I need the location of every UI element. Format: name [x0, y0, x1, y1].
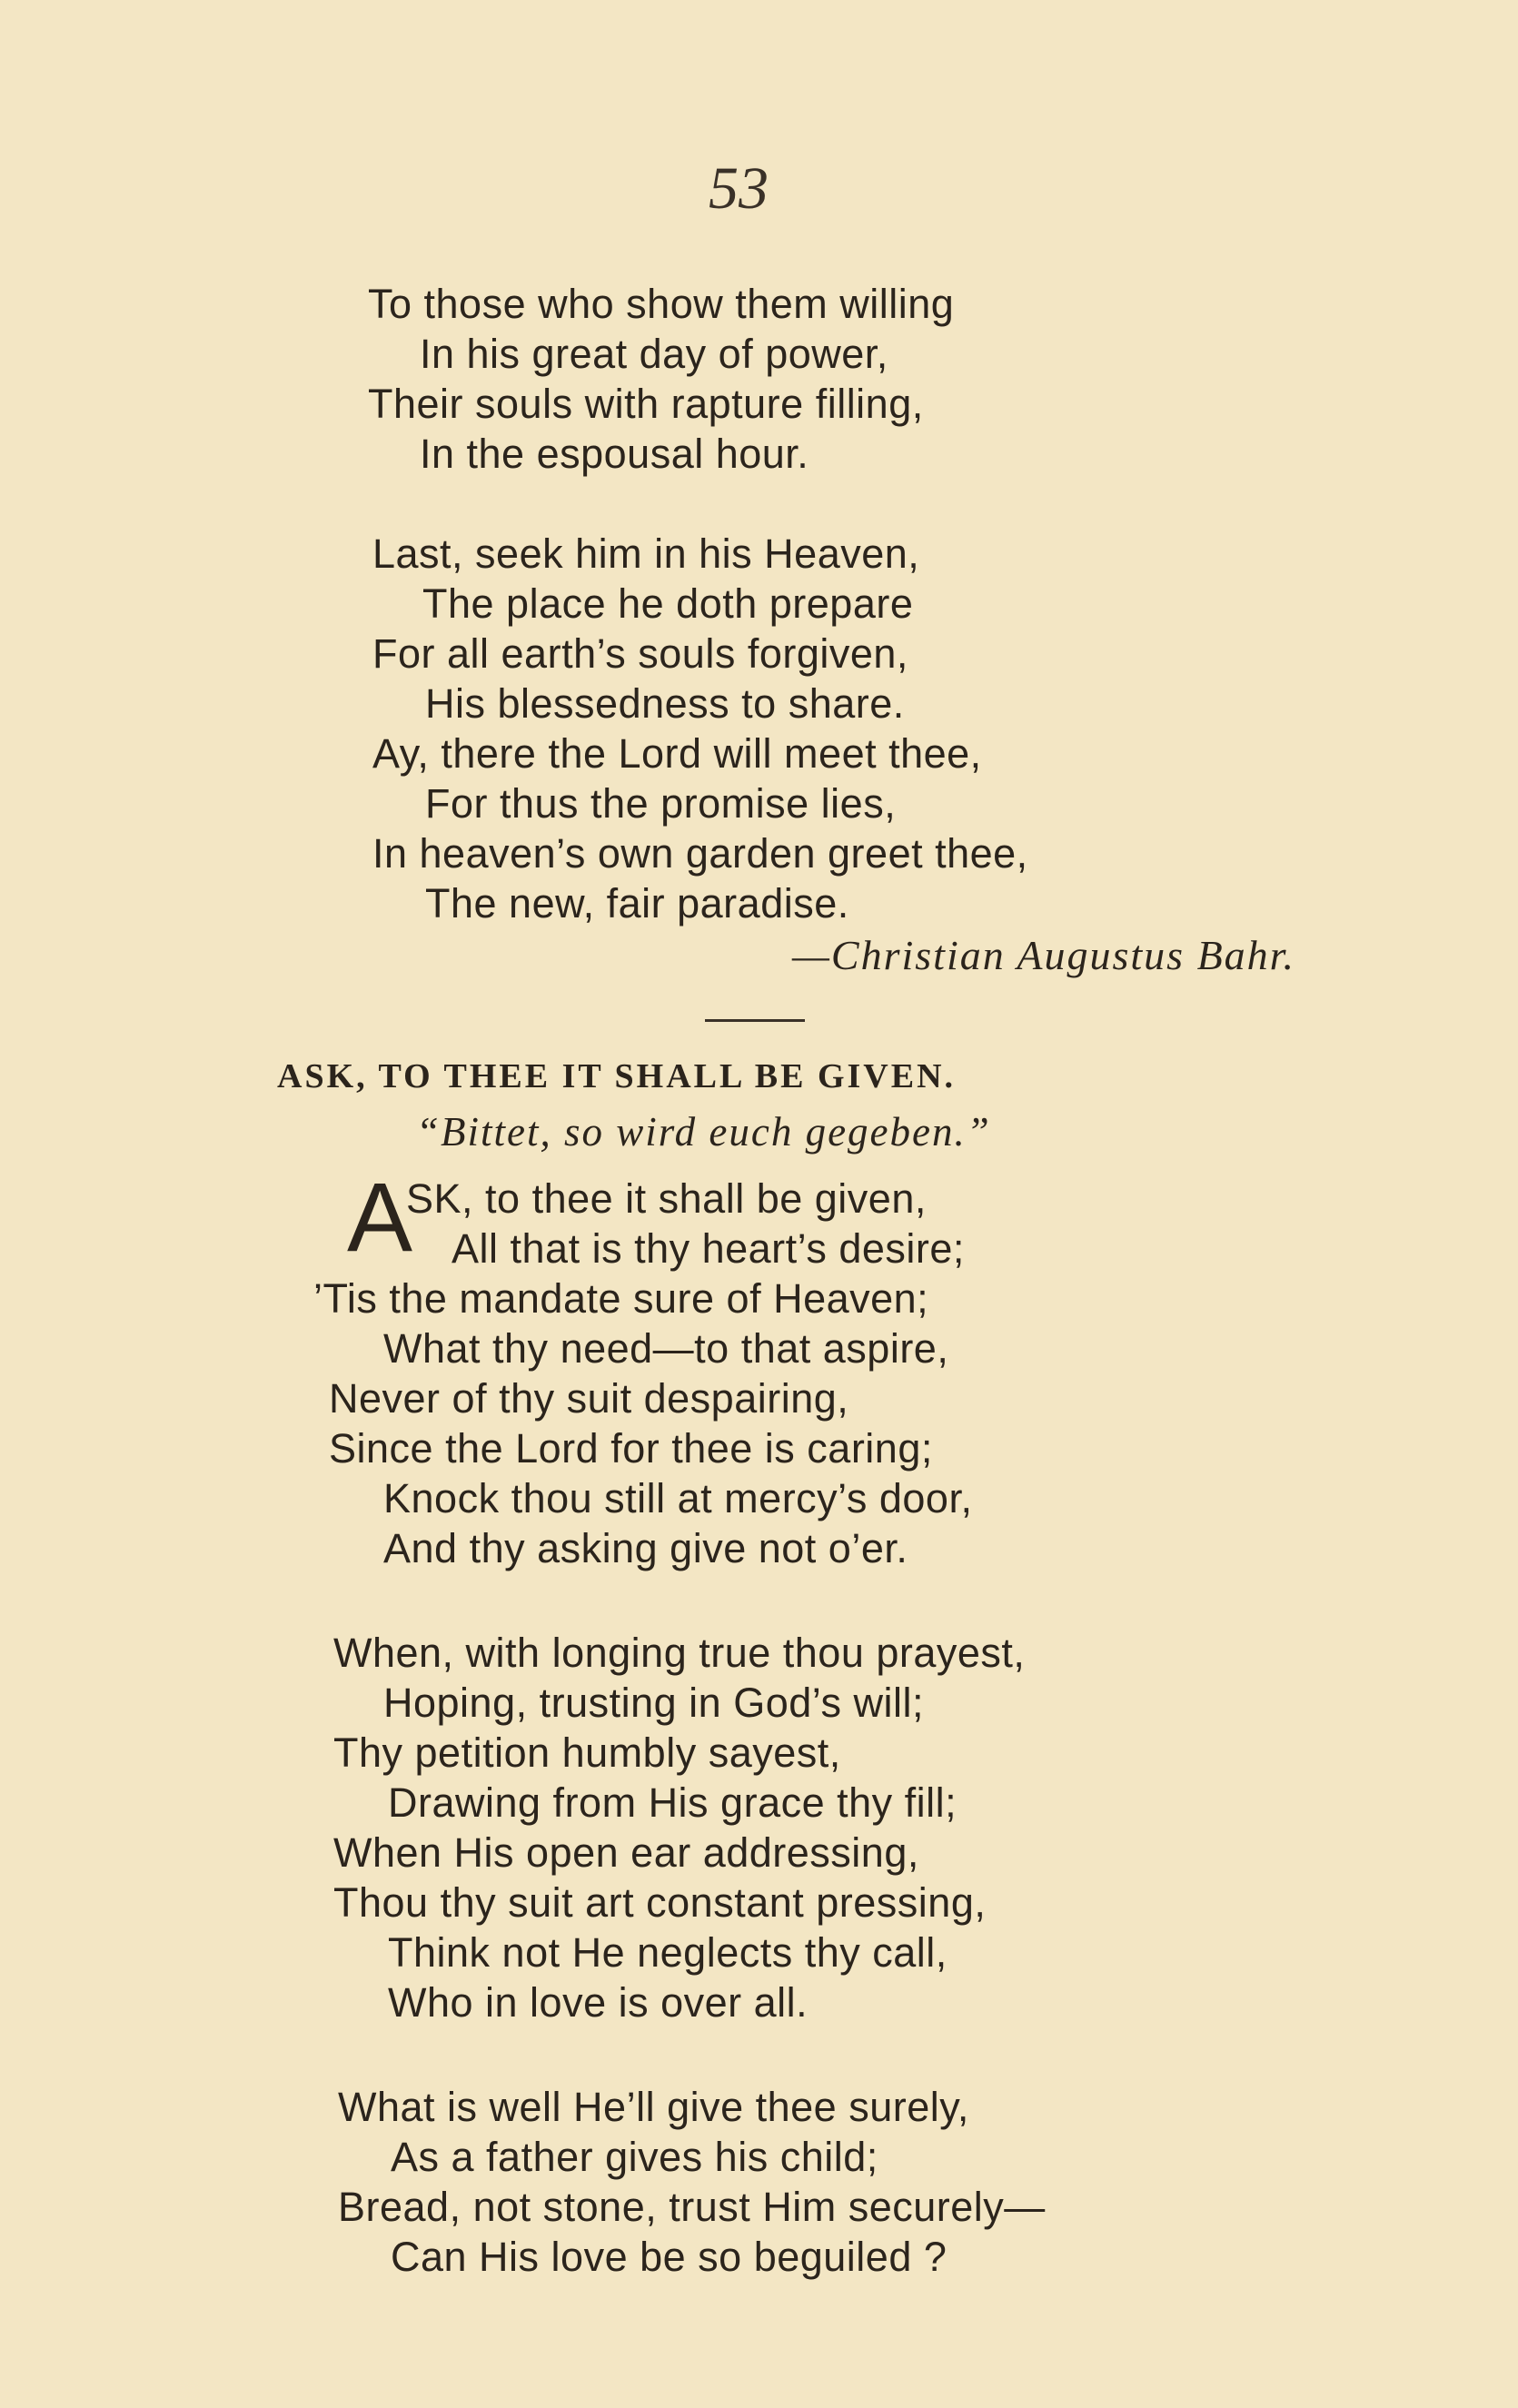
drop-cap: A [347, 1162, 413, 1272]
poem-line: Bread, not stone, trust Him securely— [338, 2184, 1046, 2230]
poem-line: What is well He’ll give thee surely, [338, 2084, 969, 2130]
poem-subtitle: “Bittet, so wird euch gegeben.” [416, 1109, 991, 1154]
poem-title: ASK, TO THEE IT SHALL BE GIVEN. [277, 1057, 957, 1095]
poem-line: ’Tis the mandate sure of Heaven; [313, 1275, 929, 1322]
poem-line: SK, to thee it shall be given, [406, 1175, 927, 1222]
poem-line: His blessedness to share. [425, 680, 905, 727]
poem-line: As a father gives his child; [391, 2134, 878, 2180]
poem-line: And thy asking give not o’er. [383, 1525, 908, 1571]
poem-line: Thy petition humbly sayest, [333, 1729, 841, 1776]
poem-line: When His open ear addressing, [333, 1829, 919, 1876]
poem-line: The new, fair paradise. [425, 880, 849, 927]
poem-line: Thou thy suit art constant pressing, [333, 1879, 987, 1926]
poem-line: To those who show them willing [368, 281, 955, 327]
poem-line: When, with longing true thou prayest, [333, 1630, 1026, 1676]
poem-line: Can His love be so beguiled ? [391, 2234, 948, 2280]
poem-line: In his great day of power, [420, 331, 888, 377]
poem-line: Think not He neglects thy call, [388, 1929, 948, 1976]
poem-line: The place he doth prepare [422, 580, 914, 627]
poem-line: Ay, there the Lord will meet thee, [372, 730, 982, 777]
poem-line: Who in love is over all. [388, 1979, 809, 2026]
section-divider [705, 1019, 805, 1022]
poem-line: Since the Lord for thee is caring; [329, 1425, 933, 1472]
poem-line: Last, seek him in his Heaven, [372, 530, 920, 577]
poem-line: Drawing from His grace thy fill; [388, 1779, 957, 1826]
poem-line: In the espousal hour. [420, 431, 809, 477]
poem-line: For thus the promise lies, [425, 780, 897, 827]
poem-line: Never of thy suit despairing, [329, 1375, 849, 1422]
poem-line: For all earth’s souls forgiven, [372, 630, 908, 677]
poem-line: Hoping, trusting in God’s will; [383, 1680, 924, 1726]
poem-line: Their souls with rapture filling, [368, 381, 924, 427]
poem-line: What thy need—to that aspire, [383, 1325, 949, 1372]
poem-line: Knock thou still at mercy’s door, [383, 1475, 973, 1521]
page-number: 53 [709, 155, 769, 222]
poem-line: All that is thy heart’s desire; [451, 1225, 965, 1272]
poem-line: In heaven’s own garden greet thee, [372, 830, 1028, 877]
author-attribution: —Christian Augustus Bahr. [792, 932, 1295, 978]
